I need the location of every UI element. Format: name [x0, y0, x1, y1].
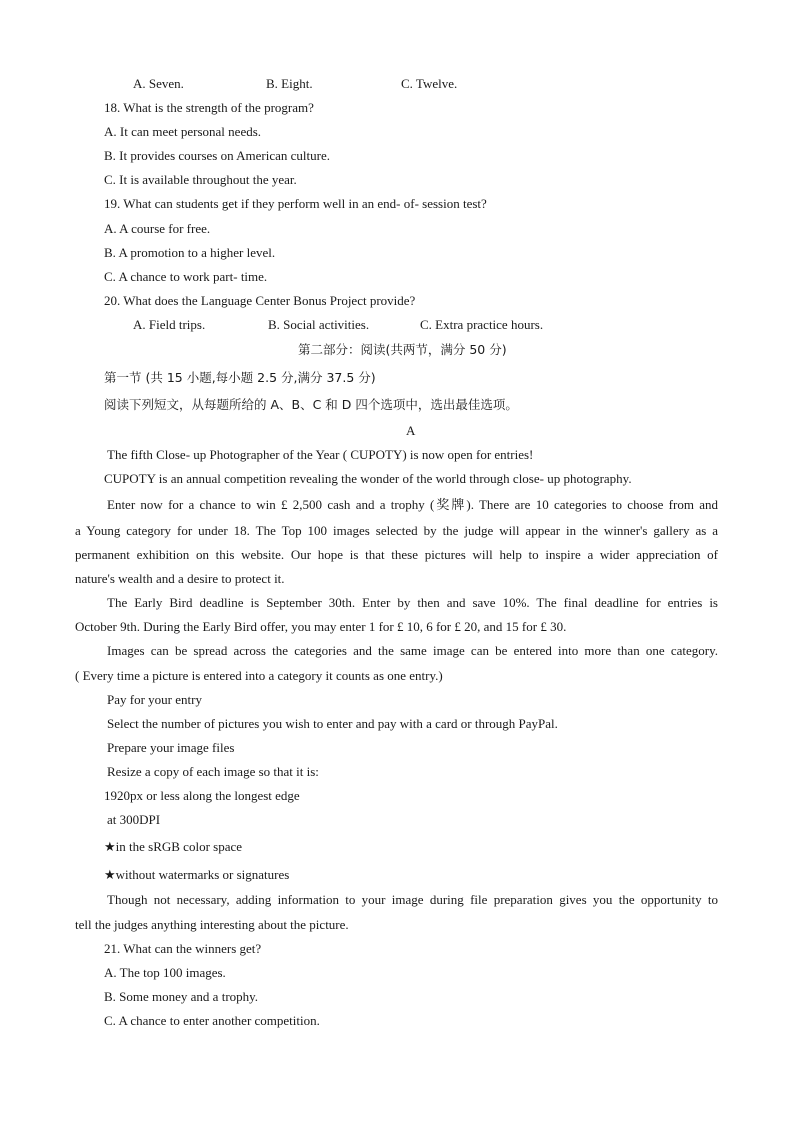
prep-heading: Prepare your image files	[107, 740, 235, 755]
q18-stem: 18. What is the strength of the program?	[104, 100, 314, 115]
prep-text: Resize a copy of each image so that it is:	[107, 764, 319, 779]
passage-letter: A	[406, 423, 416, 438]
passage-paragraph: The fifth Close- up Photographer of the Year ( CUPOTY) is now open for entries!	[107, 447, 534, 462]
q21-option-c: C. A chance to enter another competition.	[104, 1013, 320, 1028]
passage-line: nature's wealth and a desire to protect it.	[75, 571, 285, 586]
q19-option-a: A. A course for free.	[104, 221, 211, 236]
q17-option-c: C. Twelve.	[401, 76, 458, 91]
q19-option-c: C. A chance to work part- time.	[104, 269, 268, 284]
q20-option-c: C. Extra practice hours.	[420, 317, 544, 332]
pay-text: Select the number of pictures you wish to enter and pay with a card or through PayPal.	[107, 716, 558, 731]
pay-heading: Pay for your entry	[107, 692, 202, 707]
q18-option-a: A. It can meet personal needs.	[104, 124, 262, 139]
instructions: 阅读下列短文，从每题所给的 A、B、C 和 D 四个选项中，选出最佳选项。	[104, 397, 518, 412]
q20-option-a: A. Field trips.	[133, 317, 206, 332]
q17-option-a: A. Seven.	[133, 76, 184, 91]
q21-option-b: B. Some money and a trophy.	[104, 989, 259, 1004]
q18-option-b: B. It provides courses on American culture.	[104, 148, 330, 163]
q19-option-b: B. A promotion to a higher level.	[104, 245, 276, 260]
passage-line: The Early Bird deadline is September 30th. Enter by then and save 10%. The final deadline for entries is	[107, 595, 718, 610]
q21-option-a: A. The top 100 images.	[104, 965, 226, 980]
requirement-item: ★without watermarks or signatures	[104, 867, 290, 882]
part2-heading: 第二部分：阅读(共两节，满分 50 分)	[298, 342, 507, 357]
passage-line: permanent exhibition on this website. Our hope is that these pictures will help to inspire a wider appreciation of	[75, 547, 718, 562]
passage-line: Enter now for a chance to win £ 2,500 cash and a trophy (奖牌). There are 10 categories to choose from and	[107, 497, 718, 512]
section1-heading: 第一节 (共 15 小题,每小题 2.5 分,满分 37.5 分)	[104, 370, 376, 385]
passage-line: a Young category for under 18. The Top 100 images selected by the judge will appear in the winner's gallery as a	[75, 523, 718, 538]
q17-option-b: B. Eight.	[266, 76, 313, 91]
requirement-item: 1920px or less along the longest edge	[104, 788, 300, 803]
requirement-item: at 300DPI	[107, 812, 161, 827]
passage-line: Though not necessary, adding information to your image during file preparation gives you the opportunity to	[107, 892, 718, 907]
passage-line: October 9th. During the Early Bird offer, you may enter 1 for £ 10, 6 for £ 20, and 15 for £ 30.	[75, 619, 567, 634]
passage-paragraph: CUPOTY is an annual competition revealing the wonder of the world through close- up photography.	[104, 471, 632, 486]
q20-option-b: B. Social activities.	[268, 317, 370, 332]
passage-line: Images can be spread across the categories and the same image can be entered into more than one category.	[107, 643, 718, 658]
requirement-item: ★in the sRGB color space	[104, 839, 243, 854]
passage-line: tell the judges anything interesting about the picture.	[75, 917, 349, 932]
q18-option-c: C. It is available throughout the year.	[104, 172, 297, 187]
q19-stem: 19. What can students get if they perform well in an end- of- session test?	[104, 196, 487, 211]
q20-stem: 20. What does the Language Center Bonus Project provide?	[104, 293, 416, 308]
passage-line: ( Every time a picture is entered into a category it counts as one entry.)	[75, 668, 443, 683]
q21-stem: 21. What can the winners get?	[104, 941, 262, 956]
